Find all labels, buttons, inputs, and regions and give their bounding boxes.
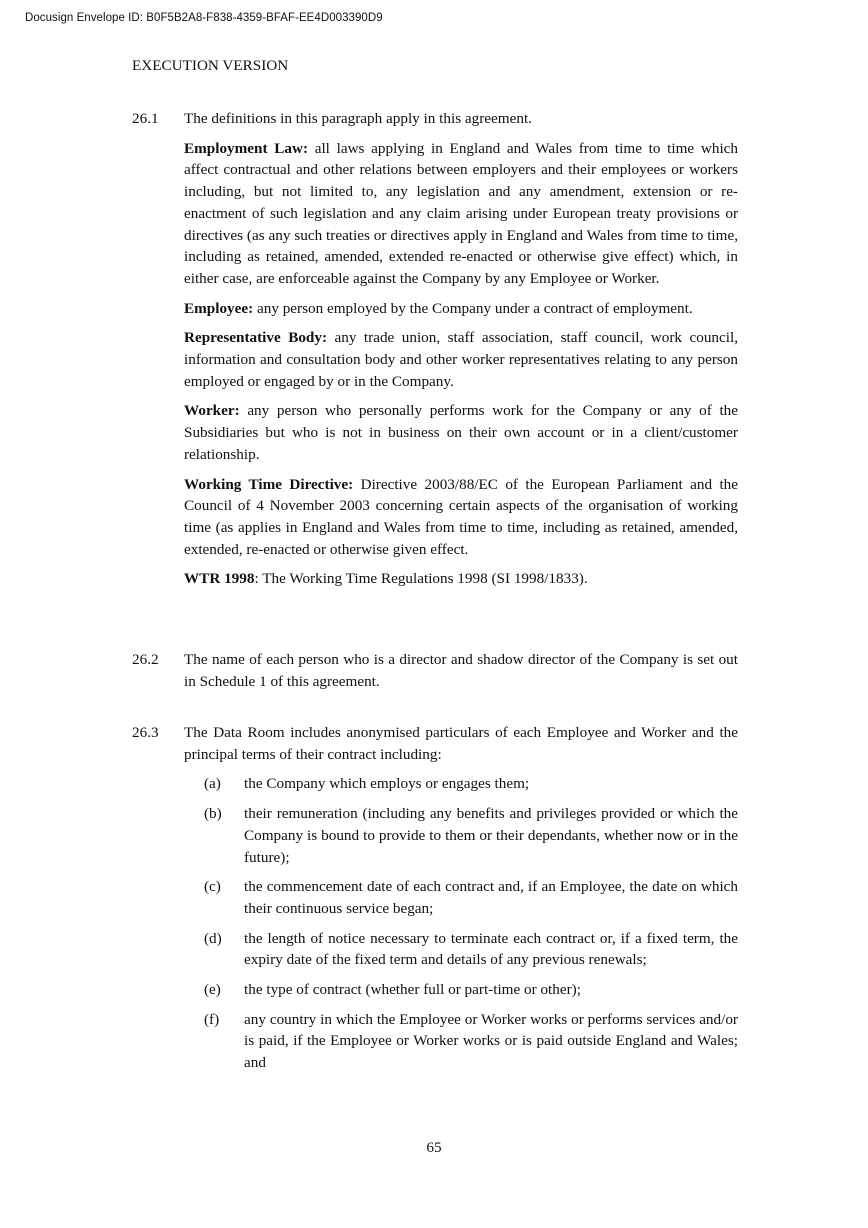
clause-number: 26.3	[132, 724, 159, 741]
list-item-text: any country in which the Employee or Worker works or performs services and/or is paid, if the Employee or Worker works or is paid outside England and Wales; and	[244, 1010, 738, 1072]
envelope-id: Docusign Envelope ID: B0F5B2A8-F838-4359-BFAF-EE4D003390D9	[25, 12, 383, 24]
clause-text: The Data Room includes anonymised particulars of each Employee and Worker and the principal terms of their contract including:	[184, 724, 738, 763]
definition-term: Employee:	[184, 299, 254, 317]
definition-employee	[184, 298, 738, 320]
definition-term: Worker:	[184, 402, 240, 420]
list-item-label: (d)	[204, 929, 222, 947]
definition-employment-law	[184, 138, 738, 290]
list-item-a	[184, 773, 738, 795]
list-item-b	[184, 803, 738, 868]
list-item-f	[184, 1009, 738, 1074]
list-item-text: the Company which employs or engages them;	[244, 775, 530, 793]
clause-26-3	[132, 722, 738, 1082]
list-item-label: (c)	[204, 878, 221, 896]
list-item-text: their remuneration (including any benefits and privileges provided or which the Company is bound to provide to them or their dependants, whether now or in the future);	[244, 805, 738, 866]
list-item-d	[184, 928, 738, 971]
definition-term: Employment Law:	[184, 139, 308, 157]
clause-text: The name of each person who is a director and shadow director of the Company is set out in Schedule 1 of this agreement.	[184, 651, 738, 690]
execution-version-header: EXECUTION VERSION	[132, 57, 289, 74]
list-item-text: the type of contract (whether full or part-time or other);	[244, 981, 581, 999]
definition-text: Directive 2003/88/EC of the European Parliament and the Council of 4 November 2003 concerning certain aspects of the organisation of working time (as applies in England and Wales from time to time, including as retained, amended, extended, re-enacted or otherwise given effect.	[184, 475, 738, 558]
definition-wtr-1998	[184, 568, 738, 590]
list-item-label: (f)	[204, 1010, 220, 1028]
page-number: 65	[426, 1139, 442, 1156]
clause-number: 26.1	[132, 110, 159, 127]
definition-term: Representative Body:	[184, 329, 328, 347]
list-item-label: (e)	[204, 981, 221, 999]
definition-text: any trade union, staff association, staff council, work council, information and consultation body and other worker representatives relating to any person employed or engaged by or in the Company.	[184, 329, 738, 390]
definition-text: any person employed by the Company under a contract of employment.	[253, 299, 693, 317]
list-item-label: (a)	[204, 775, 221, 793]
clause-26-1	[132, 108, 738, 598]
list-item-e	[184, 979, 738, 1001]
clause-26-2	[132, 649, 738, 700]
definition-term: WTR 1998	[184, 570, 255, 588]
definition-text: all laws applying in England and Wales from time to time which affect contractual and other relations between employers and their employees or workers including, but not limited to, any legislation and any amendment, extension or re-enactment of such legislation and any claim arising under European treaty provisions or directives (as any such treaties or directives apply in England and Wales from time to time, including as retained, amended, extended re-enacted or otherwise give effect) which, in either case, are enforceable against the Company by any Employee or Worker.	[184, 139, 738, 287]
definition-text: : The Working Time Regulations 1998 (SI 1998/1833).	[254, 570, 588, 588]
list-item-label: (b)	[204, 805, 222, 823]
definition-representative-body	[184, 327, 738, 392]
definition-text: any person who personally performs work for the Company or any of the Subsidiaries but who is not in business on their own account or in a client/customer relationship.	[184, 402, 738, 463]
list-item-c	[184, 876, 738, 919]
clause-number: 26.2	[132, 651, 159, 668]
list-item-text: the commencement date of each contract and, if an Employee, the date on which their continuous service began;	[244, 878, 738, 917]
definition-term: Working Time Directive:	[184, 475, 354, 493]
list-item-text: the length of notice necessary to terminate each contract or, if a fixed term, the expiry date of the fixed term and details of any previous renewals;	[244, 929, 738, 969]
clause-intro: The definitions in this paragraph apply in this agreement.	[184, 110, 532, 127]
definition-worker	[184, 400, 738, 465]
definition-working-time-directive	[184, 474, 738, 561]
